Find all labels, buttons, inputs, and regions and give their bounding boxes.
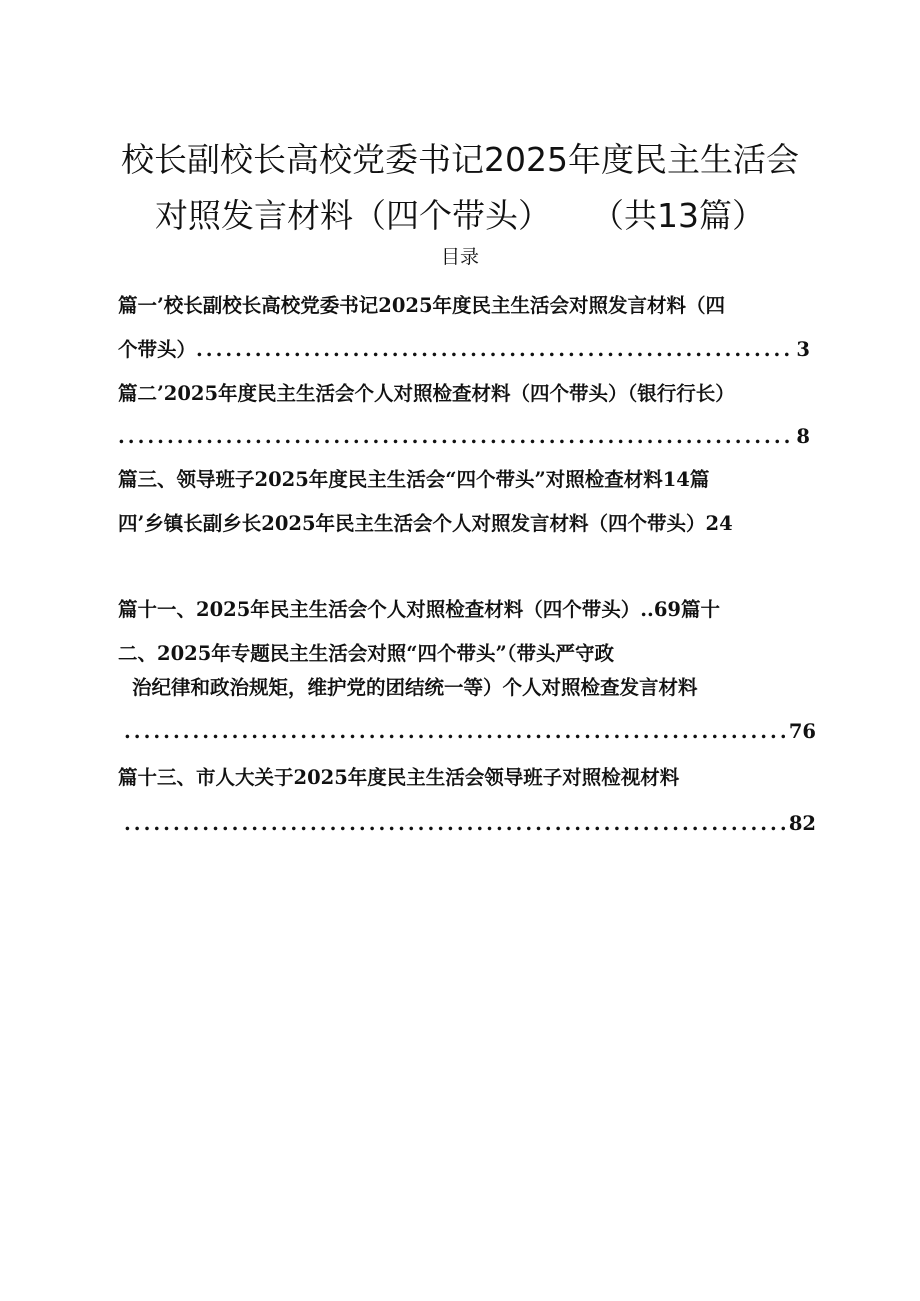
toc-entry-2-line-1[interactable]: 篇二’2025年度民主生活会个人对照检查材料（四个带头）（银行行长） — [118, 382, 735, 405]
toc-entry-2-page: 8 — [796, 425, 810, 448]
title-count: （共13篇） — [591, 196, 765, 235]
toc-heading: 目录 — [440, 246, 479, 268]
toc-entry-13-leader[interactable] — [124, 810, 816, 838]
toc-entry-12-line-1[interactable]: 二、2025年专题民主生活会对照“四个带头”（带头严守政 — [118, 642, 614, 665]
toc-entry-1-line-2: 个带头） — [118, 338, 197, 361]
toc-entry-1-leader[interactable] — [118, 336, 810, 364]
dot-leader — [124, 718, 785, 746]
toc-entry-4-line-1[interactable]: 四’乡镇长副乡长2025年民主生活会个人对照发言材料（四个带头）24 — [118, 512, 733, 535]
title-main: 对照发言材料（四个带头） — [155, 196, 551, 235]
toc-entry-3-line-1[interactable]: 篇三、领导班子2025年度民主生活会“四个带头”对照检查材料14篇 — [118, 468, 710, 491]
toc-entry-13-page: 82 — [788, 812, 816, 835]
toc-entry-12-page: 76 — [788, 720, 816, 743]
toc-entry-1-page: 3 — [796, 338, 810, 361]
toc-entry-13-line-1[interactable]: 篇十三、市人大关于2025年度民主生活会领导班子对照检视材料 — [118, 766, 680, 789]
dot-leader — [124, 810, 785, 838]
toc-entry-11-line-1[interactable]: 篇十一、2025年民主生活会个人对照检查材料（四个带头）..69篇十 — [118, 598, 720, 621]
toc-entry-12-leader[interactable] — [124, 718, 816, 746]
toc-entry-1-line-1[interactable]: 篇一’校长副校长高校党委书记2025年度民主生活会对照发言材料（四 — [118, 294, 726, 317]
toc-entry-2-leader[interactable] — [118, 423, 810, 451]
toc-entry-12-line-2[interactable]: 治纪律和政治规矩，维护党的团结统一等）个人对照检查发言材料 — [132, 676, 698, 699]
document-title-line-2 — [0, 196, 920, 236]
document-title-line-1: 校长副校长高校党委书记2025年度民主生活会 — [121, 140, 799, 179]
dot-leader — [118, 423, 792, 451]
dot-leader — [196, 336, 792, 364]
